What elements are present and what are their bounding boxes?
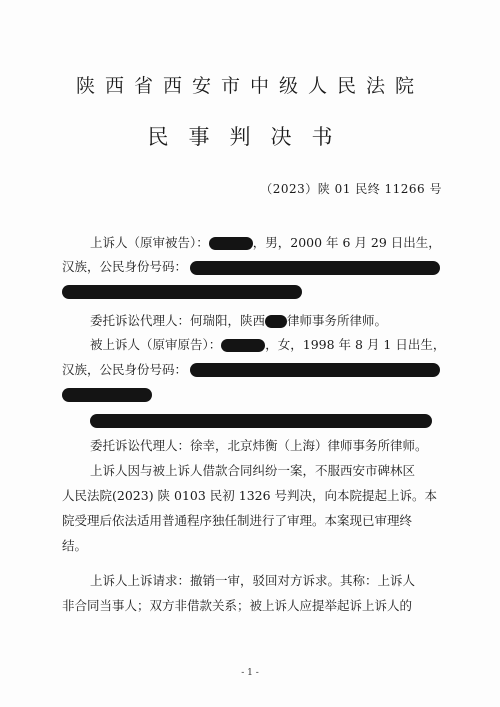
body-line-4: 结。 <box>62 538 88 553</box>
redaction-bar <box>90 414 432 428</box>
redaction-block <box>265 315 287 328</box>
redaction-block <box>209 237 253 250</box>
appellant-details: ，男，2000 年 6 月 29 日出生， <box>252 235 441 250</box>
appellee-details: ，女，1998 年 8 月 1 日出生， <box>265 337 446 352</box>
page-number: - 1 - <box>241 668 259 678</box>
appellee-agent: 委托诉讼代理人：徐幸，北京炜衡（上海）律师事务所律师。 <box>90 438 428 453</box>
appellee-id-label: 汉族，公民身份号码： <box>62 362 188 377</box>
appellant-id-label: 汉族，公民身份号码： <box>62 259 188 274</box>
appellee-label: 被上诉人（原审原告）： <box>90 337 222 352</box>
body-line-3: 院受理后依法适用普通程序独任制进行了审理。本案现已审理终 <box>62 513 413 528</box>
redaction-bar <box>190 261 440 275</box>
claims-line-2: 非合同当事人；双方非借款关系；被上诉人应提举起诉上诉人的 <box>62 598 413 613</box>
appellant-agent-line <box>90 312 470 330</box>
appellant-agent: 委托诉讼代理人：何瑞阳，陕西 <box>90 313 266 328</box>
redaction-bar <box>190 363 440 377</box>
appellee-line-1 <box>90 336 470 354</box>
case-number: （2023）陕 01 民终 11266 号 <box>260 182 442 196</box>
body-line-2: 人民法院(2023) 陕 0103 民初 1326 号判决，向本院提起上诉。本 <box>62 488 438 503</box>
claims-line-1: 上诉人上诉请求：撤销一审，驳回对方诉求。其称：上诉人 <box>90 573 416 588</box>
court-name: 陕西省西安市中级人民法院 <box>75 75 424 97</box>
body-line-1: 上诉人因与被上诉人借款合同纠纷一案，不服西安市碑林区 <box>90 463 416 478</box>
redaction-bar <box>62 285 302 299</box>
document-type: 民事判决书 <box>147 125 353 149</box>
appellant-label: 上诉人（原审被告）： <box>90 235 209 250</box>
redaction-bar <box>62 388 152 402</box>
appellee-agent-line <box>90 437 470 455</box>
redaction-block <box>221 339 265 352</box>
appellant-agent-firm: 律师事务所律师。 <box>287 313 388 328</box>
appellant-line-1 <box>90 234 470 252</box>
